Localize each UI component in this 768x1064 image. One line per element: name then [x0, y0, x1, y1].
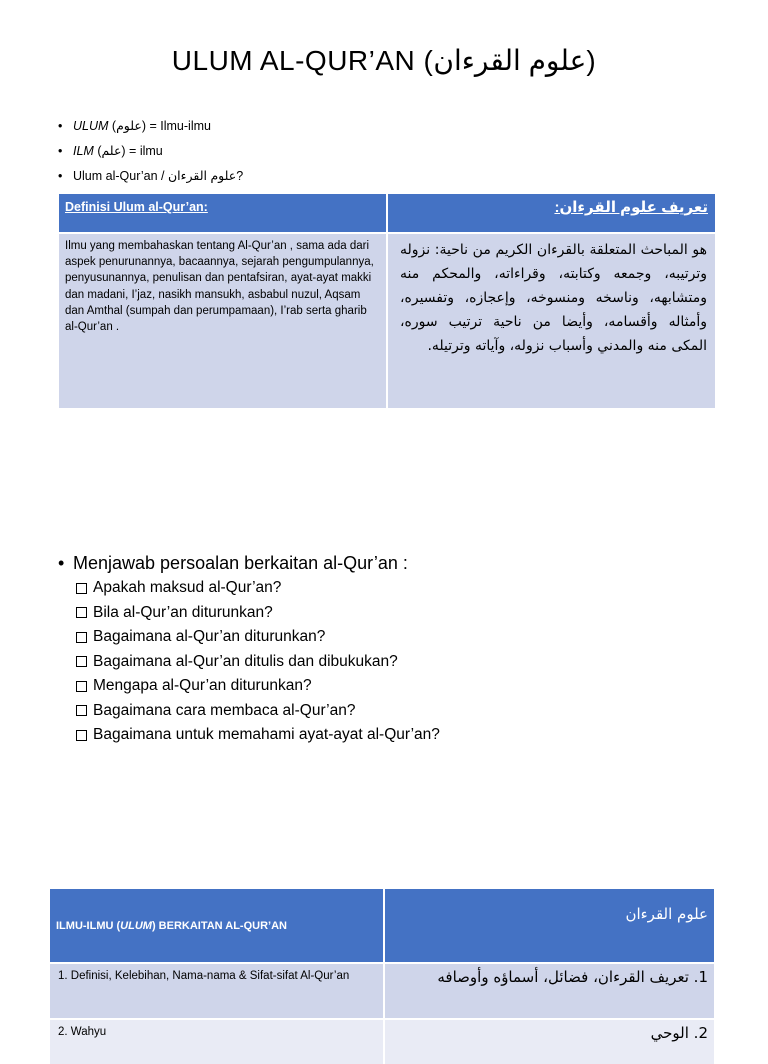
bullet-term: ILM — [73, 144, 94, 158]
header-text-part: ) BERKAITAN AL-QUR’AN — [151, 919, 287, 932]
checkbox-square-icon — [76, 705, 87, 716]
question-item — [76, 625, 748, 650]
bullet-text: Ulum al-Qur’an / علوم القرءان? — [73, 169, 244, 183]
row-text-malay: 1. Definisi, Kelebihan, Nama-nama & Sifat-sifat Al-Qur’an — [50, 963, 384, 1019]
question-item — [76, 576, 748, 601]
ilmu-header-arabic: علوم القرءان — [384, 889, 714, 963]
checkbox-square-icon — [76, 656, 87, 667]
intro-bullet-list — [58, 116, 738, 191]
ilmu-table-header — [50, 889, 714, 963]
bullet-text: (علوم) = Ilmu-ilmu — [108, 119, 211, 133]
checkbox-square-icon — [76, 730, 87, 741]
question-text: Bagaimana untuk memahami ayat-ayat al-Qur’an? — [93, 726, 440, 744]
question-text: Bagaimana al-Qur’an diturunkan? — [93, 628, 326, 646]
definition-text-malay: Ilmu yang membahaskan tentang Al-Qur’an , sama ada dari aspek penurunannya, bacaannya, sejarah pengumpulannya, penyusunannya, penulisan dan pentafsiran, ayat-ayat makki dan madani, I’jaz, nasikh mansukh, asbabul nuzul, Aqsam dan Amthal (sumpah dan perumpamaan), I’rab serta gharib al-Qur’an . — [59, 233, 387, 408]
checkbox-square-icon — [76, 583, 87, 594]
definition-table-header — [59, 194, 715, 233]
row-text-malay: 2. Wahyu — [50, 1019, 384, 1064]
ilmu-ulum-table — [50, 889, 714, 1064]
question-text: Bagaimana cara membaca al-Qur’an? — [93, 701, 356, 719]
question-list — [58, 576, 748, 748]
intro-bullet-ulum — [58, 116, 738, 141]
definition-header-arabic: تعريف علوم القرءان: — [387, 194, 715, 233]
question-text: Apakah maksud al-Qur’an? — [93, 579, 282, 597]
page-title: ULUM AL-QUR’AN (علوم القرءان) — [171, 45, 597, 76]
purpose-section — [58, 550, 748, 748]
definition-text-arabic: هو المباحث المتعلقة بالقرءان الكريم من ناحية: نزوله وترتيبه، وجمعه وكتابته، وقراءاته، والمحكم منه ومتشابهه، وناسخه ومنسوخه، وإعجازه، وتفسيره، وأمثاله وأقسامه، وأيضا من ناحية ترتيب سوره، المكى منه والمدني وأسباب نزوله، وآياته وترتيله. — [387, 233, 715, 408]
bullet-text: (علم) = ilmu — [93, 144, 163, 158]
definition-table-body — [59, 233, 715, 408]
ilmu-header-malay — [50, 889, 384, 963]
definition-header-malay: Definisi Ulum al-Qur’an: — [59, 194, 387, 233]
question-text: Bila al-Qur’an diturunkan? — [93, 603, 273, 621]
header-text-part: ILMU-ILMU ( — [56, 919, 121, 932]
question-item — [76, 699, 748, 724]
question-item — [76, 674, 748, 699]
bullet-term: ULUM — [73, 119, 109, 133]
row-text-arabic: 1. تعريف القرءان، فضائل، أسماؤه وأوصافه — [384, 963, 714, 1019]
table-row — [50, 963, 714, 1019]
checkbox-square-icon — [76, 681, 87, 692]
definition-table — [59, 194, 715, 408]
question-item — [76, 723, 748, 748]
row-text-arabic: 2. الوحي — [384, 1019, 714, 1064]
header-text-emphasis: ULUM — [120, 919, 152, 932]
purpose-heading: • Menjawab persoalan berkaitan al-Qur’an : — [58, 550, 748, 576]
intro-bullet-ilm — [58, 141, 738, 166]
checkbox-square-icon — [76, 607, 87, 618]
question-item — [76, 650, 748, 675]
question-item — [76, 601, 748, 626]
checkbox-square-icon — [76, 632, 87, 643]
question-text: Bagaimana al-Qur’an ditulis dan dibukukan? — [93, 652, 398, 670]
question-text: Mengapa al-Qur’an diturunkan? — [93, 677, 312, 695]
intro-bullet-ulum-al-quran — [58, 166, 738, 191]
table-row — [50, 1019, 714, 1064]
